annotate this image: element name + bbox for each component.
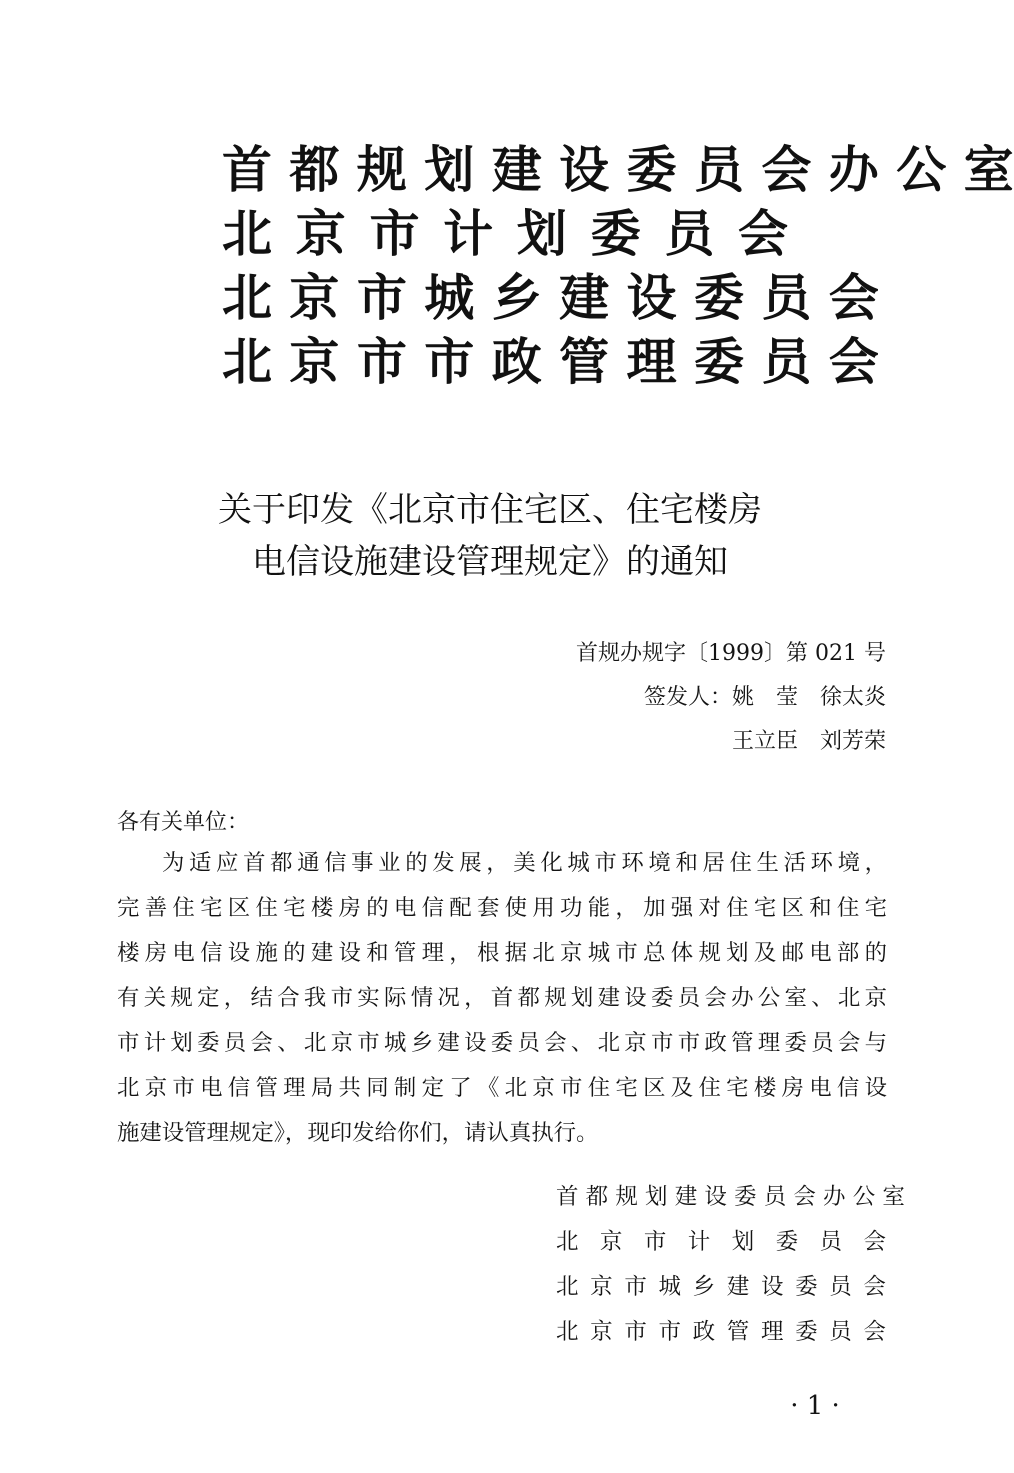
signers-line: 王立臣 刘芳荣 bbox=[731, 729, 886, 754]
body-paragraph bbox=[117, 841, 887, 1156]
agency-name: 北 京 市 计 划 委 员 会 bbox=[222, 204, 789, 263]
body-line: 楼房电信设施的建设和管理，根据北京城市总体规划及邮电部的 bbox=[117, 940, 887, 966]
signature-block bbox=[556, 1175, 905, 1355]
agency-name: 首 都 规 划 建 设 委 员 会 办 公 室 bbox=[222, 140, 1014, 199]
document-title bbox=[180, 484, 800, 588]
body-line: 北京市电信管理局共同制定了《北京市住宅区及住宅楼房电信设 bbox=[117, 1075, 887, 1101]
agency-name: 北 京 市 城 乡 建 设 委 员 会 bbox=[222, 268, 879, 327]
agency-name: 北 京 市 市 政 管 理 委 员 会 bbox=[222, 332, 879, 391]
page-number: · 1 · bbox=[790, 1391, 840, 1421]
body-line: 完善住宅区住宅楼房的电信配套使用功能，加强对住宅区和住宅 bbox=[117, 895, 887, 921]
body-line: 施建设管理规定》，现印发给你们，请认真执行。 bbox=[117, 1120, 599, 1146]
title-line: 关于印发《北京市住宅区、住宅楼房 bbox=[218, 490, 762, 530]
body-line: 有关规定，结合我市实际情况，首都规划建设委员会办公室、北京 bbox=[117, 985, 887, 1011]
salutation: 各有关单位： bbox=[117, 810, 250, 835]
signature-agency: 北 京 市 城 乡 建 设 委 员 会 bbox=[556, 1274, 886, 1300]
signature-agency: 北 京 市 计 划 委 员 会 bbox=[556, 1229, 886, 1255]
reference-block bbox=[576, 632, 886, 764]
document-number: 首规办规字〔1999〕第 021 号 bbox=[576, 641, 886, 666]
body-line: 为适应首都通信事业的发展，美化城市环境和居住生活环境， bbox=[162, 850, 887, 876]
issuing-agencies-header bbox=[222, 138, 1014, 394]
body-line: 市计划委员会、北京市城乡建设委员会、北京市市政管理委员会与 bbox=[117, 1030, 887, 1056]
title-line: 电信设施建设管理规定》的通知 bbox=[252, 542, 728, 582]
signature-agency: 北 京 市 市 政 管 理 委 员 会 bbox=[556, 1319, 886, 1345]
signers-line: 签发人：姚 莹 徐太炎 bbox=[643, 685, 886, 710]
signature-agency: 首 都 规 划 建 设 委 员 会 办 公 室 bbox=[556, 1184, 905, 1210]
